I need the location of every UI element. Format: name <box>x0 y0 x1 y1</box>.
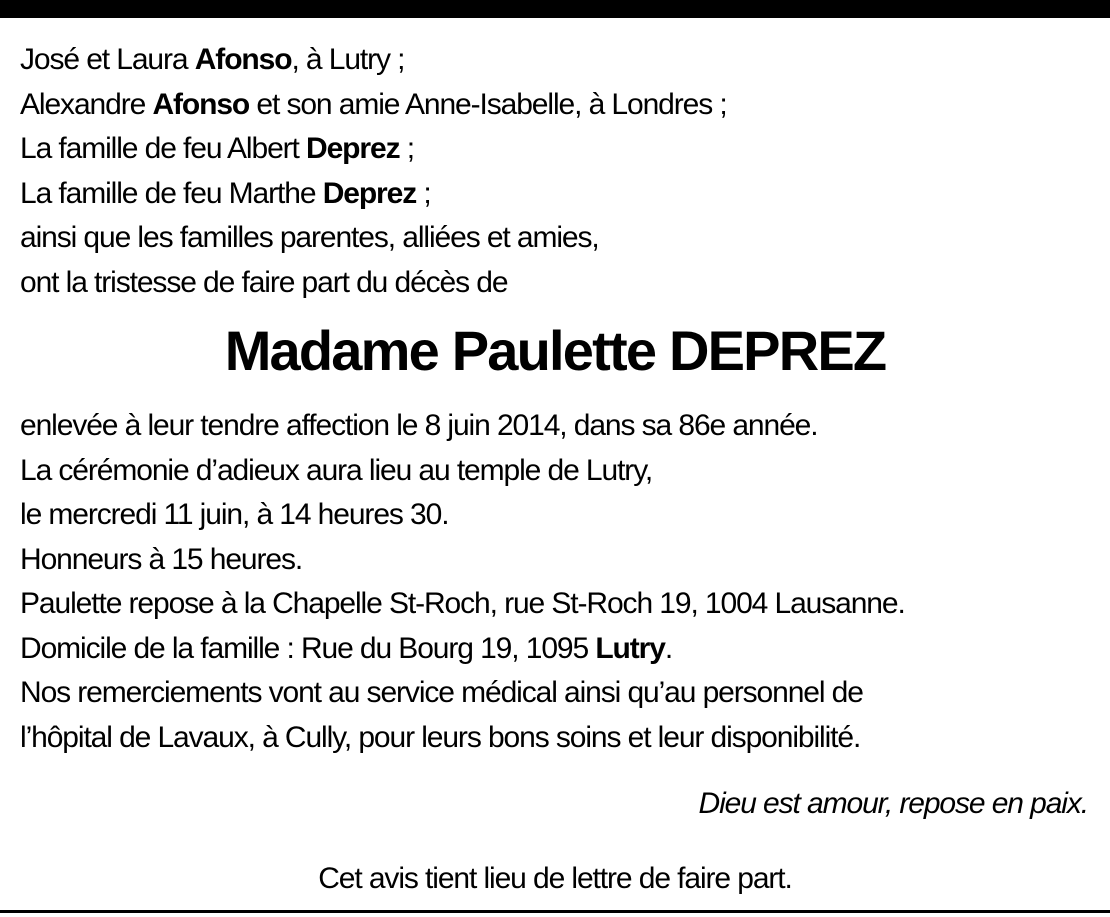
family-line <box>20 261 727 306</box>
surname: Afonso <box>194 43 292 76</box>
detail-line <box>20 538 905 583</box>
surname: Afonso <box>152 87 250 121</box>
announcement-details <box>20 404 905 760</box>
family-line <box>20 172 727 217</box>
surname: Deprez <box>306 132 400 165</box>
line-text: Paulette repose à la Chapelle St-Roch, rue St-Roch 19, 1004 Lausanne. <box>20 587 905 620</box>
line-text: ; <box>399 132 414 165</box>
line-text: Honneurs à 15 heures. <box>20 542 303 576</box>
line-text: Alexandre <box>20 87 153 121</box>
line-text: José et Laura <box>20 43 195 76</box>
top-border-rule <box>0 0 1110 18</box>
line-text: . <box>664 631 673 665</box>
detail-line <box>20 671 905 716</box>
line-text: Nos remerciements vont au service médical ainsi qu’au personnel de <box>20 676 863 709</box>
family-line <box>20 216 727 261</box>
detail-line <box>20 493 905 538</box>
line-text: , à Lutry ; <box>291 43 405 76</box>
family-list <box>20 38 727 305</box>
bottom-border-rule <box>0 910 1110 913</box>
line-text: l’hôpital de Lavaux, à Cully, pour leurs bons soins et leur disponibilité. <box>20 720 861 754</box>
family-line <box>20 83 727 128</box>
detail-line <box>20 449 905 494</box>
family-line <box>20 38 727 83</box>
detail-line <box>20 404 905 449</box>
surname: Deprez <box>322 176 417 210</box>
deceased-name-heading: Madame Paulette DEPREZ <box>224 319 886 382</box>
line-text: ont la tristesse de faire part du décès de <box>20 265 508 299</box>
line-text: ainsi que les familles parentes, alliées et amies, <box>20 221 599 254</box>
detail-line <box>20 627 905 672</box>
line-text: ; <box>416 176 431 210</box>
detail-line <box>20 716 905 761</box>
footer-note: Cet avis tient lieu de lettre de faire part. <box>318 862 792 895</box>
line-text: Domicile de la famille : Rue du Bourg 19, 1095 <box>20 631 596 665</box>
line-text: La famille de feu Marthe <box>20 176 323 210</box>
family-line <box>20 127 727 172</box>
line-text: le mercredi 11 juin, à 14 heures 30. <box>20 498 449 531</box>
line-text: et son amie Anne-Isabelle, à Londres ; <box>249 87 727 121</box>
line-text: La famille de feu Albert <box>20 132 307 165</box>
closing-motto: Dieu est amour, repose en paix. <box>698 787 1088 820</box>
detail-line <box>20 582 905 627</box>
bold-text: Lutry <box>595 631 665 665</box>
line-text: La cérémonie d’adieux aura lieu au temple de Lutry, <box>20 453 653 487</box>
line-text: enlevée à leur tendre affection le 8 juin 2014, dans sa 86e année. <box>20 409 818 442</box>
